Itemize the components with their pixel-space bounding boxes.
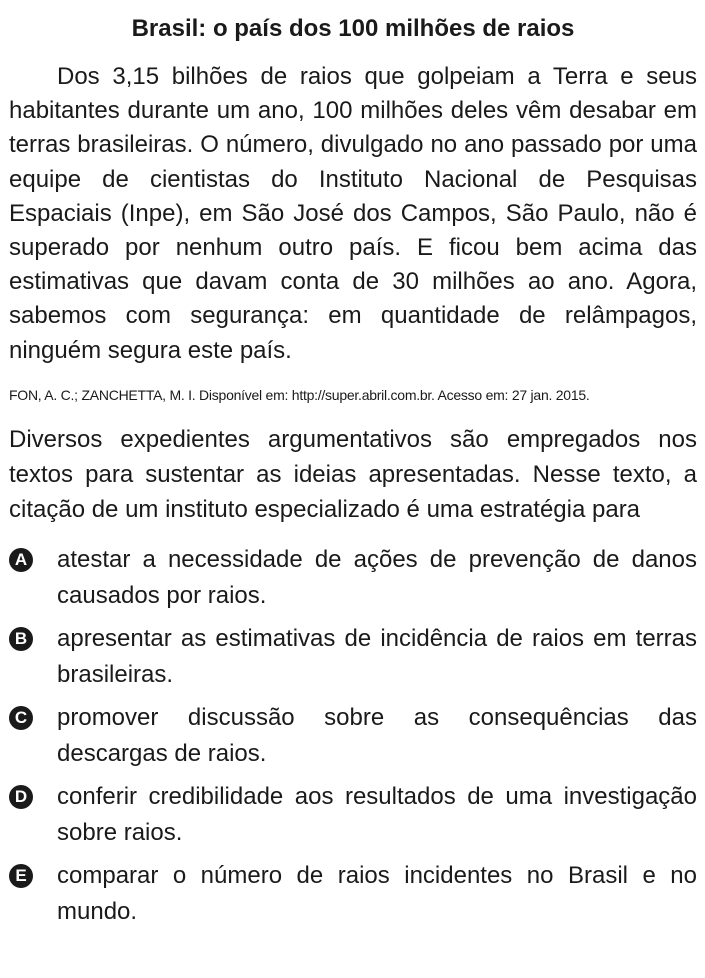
option-c-text: promover discussão sobre as consequências das descargas de raios. [57,703,697,767]
option-letter-e-icon: E [9,864,33,888]
option-b[interactable] [9,621,697,693]
option-c[interactable] [9,700,697,772]
option-a[interactable] [9,542,697,614]
option-b-text: apresentar as estimativas de incidência de raios em terras brasileiras. [57,624,697,688]
passage-text: Dos 3,15 bilhões de raios que golpeiam a Terra e seus habitantes durante um ano, 100 milhões deles vêm desabar em terras brasileiras. O número, divulgado no ano passado por uma equipe de cientistas do Instituto Nacional de Pesquisas Espaciais (Inpe), em São José dos Campos, São Paulo, não é superado por nenhum outro país. E ficou bem acima das estimativas que davam conta de 30 milhões ao ano. Agora, sabemos com segurança: em quantidade de relâmpagos, ninguém segura este país. [9,63,697,364]
option-e-text: comparar o número de raios incidentes no Brasil e no mundo. [57,861,697,925]
option-letter-a-icon: A [9,548,33,572]
option-letter-d-icon: D [9,785,33,809]
option-d-text: conferir credibilidade aos resultados de uma investigação sobre raios. [57,782,697,846]
option-a-text: atestar a necessidade de ações de prevenção de danos causados por raios. [57,545,697,609]
option-e[interactable] [9,858,697,930]
option-letter-b-icon: B [9,627,33,651]
question-page [9,0,697,937]
source-citation: FON, A. C.; ZANCHETTA, M. I. Disponível em: http://super.abril.com.br. Acesso em: 27 jan. 2015. [9,386,590,403]
option-letter-c-icon: C [9,706,33,730]
option-d[interactable] [9,779,697,851]
question-stem: Diversos expedientes argumentativos são empregados nos textos para sustentar as ideias apresentadas. Nesse texto, a citação de um instituto especializado é uma estratégia para [9,425,697,523]
answer-options [9,542,697,930]
passage-title: Brasil: o país dos 100 milhões de raios [131,15,575,42]
